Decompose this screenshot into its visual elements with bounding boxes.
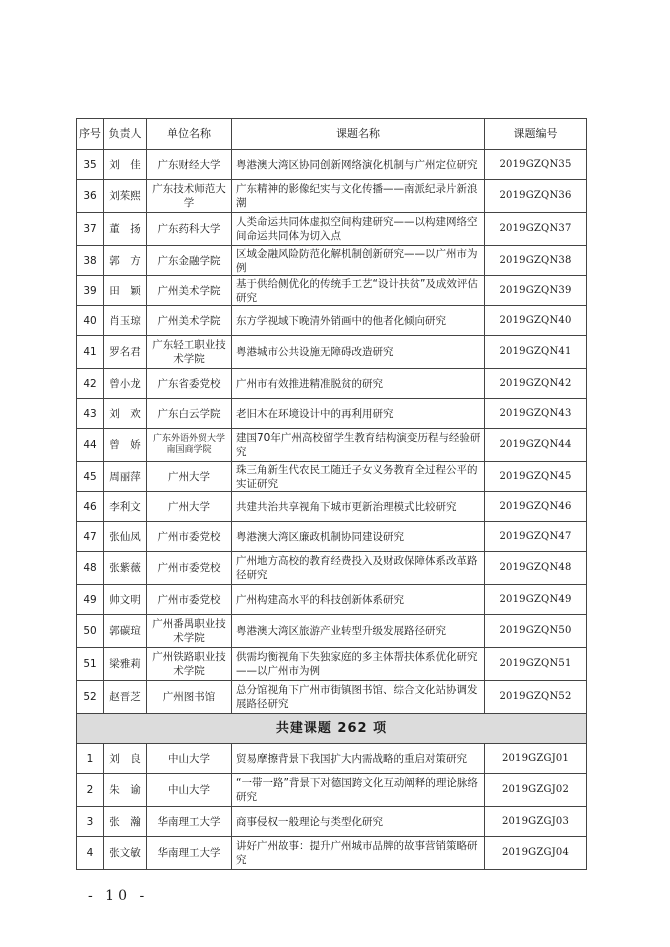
cell-leader: 周丽萍 [104,462,147,492]
cell-unit: 广州大学 [147,462,232,492]
header-leader: 负责人 [104,119,147,150]
cell-no: 1 [77,744,104,774]
joint-projects-body [77,744,587,870]
cell-title: 共建共治共享视角下城市更新治理模式比较研究 [232,492,485,522]
cell-unit: 广东省委党校 [147,369,232,399]
cell-title: 基于供给侧优化的传统手工艺“设计扶贫”及成效评估研究 [232,276,485,306]
cell-leader: 罗名君 [104,336,147,369]
cell-unit: 广州铁路职业技术学院 [147,648,232,681]
cell-unit: 中山大学 [147,744,232,774]
cell-code: 2019GZQN36 [485,180,587,213]
table-row [77,681,587,714]
cell-title: 供需均衡视角下失独家庭的多主体帮扶体系优化研究——以广州市为例 [232,648,485,681]
youth-projects-body [77,150,587,714]
cell-title: 珠三角新生代农民工随迁子女义务教育全过程公平的实证研究 [232,462,485,492]
table-row [77,306,587,336]
header-unit: 单位名称 [147,119,232,150]
table-row [77,552,587,585]
cell-no: 36 [77,180,104,213]
cell-code: 2019GZQN42 [485,369,587,399]
cell-code: 2019GZGJ03 [485,807,587,837]
cell-title: 广州构建高水平的科技创新体系研究 [232,585,485,615]
cell-leader: 刘 佳 [104,150,147,180]
cell-leader: 朱 谕 [104,774,147,807]
cell-unit: 广州市委党校 [147,522,232,552]
cell-code: 2019GZGJ02 [485,774,587,807]
cell-leader: 赵晋芝 [104,681,147,714]
cell-unit: 广东外语外贸大学南国商学院 [147,429,232,462]
cell-code: 2019GZQN52 [485,681,587,714]
table-row [77,648,587,681]
cell-unit: 广东金融学院 [147,246,232,276]
cell-code: 2019GZQN49 [485,585,587,615]
cell-no: 42 [77,369,104,399]
table-row [77,615,587,648]
cell-leader: 田 颖 [104,276,147,306]
header-code: 课题编号 [485,119,587,150]
cell-code: 2019GZQN41 [485,336,587,369]
cell-title: 讲好广州故事：提升广州城市品牌的故事营销策略研究 [232,837,485,870]
cell-leader: 曾 娇 [104,429,147,462]
cell-leader: 张仙凤 [104,522,147,552]
cell-no: 35 [77,150,104,180]
cell-leader: 肖玉琼 [104,306,147,336]
cell-leader: 张紫薇 [104,552,147,585]
cell-no: 51 [77,648,104,681]
cell-no: 2 [77,774,104,807]
cell-leader: 刘 欢 [104,399,147,429]
cell-unit: 广东白云学院 [147,399,232,429]
cell-unit: 华南理工大学 [147,837,232,870]
cell-title: 广州地方高校的教育经费投入及财政保障体系改革路径研究 [232,552,485,585]
table-row [77,150,587,180]
table-row [77,369,587,399]
cell-title: 广东精神的影像纪实与文化传播——南派纪录片新浪潮 [232,180,485,213]
table-row [77,807,587,837]
cell-code: 2019GZGJ01 [485,744,587,774]
section-heading-row [77,714,587,744]
cell-leader: 张 瀚 [104,807,147,837]
table-row [77,213,587,246]
cell-title: 粤港澳大湾区旅游产业转型升级发展路径研究 [232,615,485,648]
cell-title: 粤港澳大湾区廉政机制协同建设研究 [232,522,485,552]
cell-leader: 李利文 [104,492,147,522]
table-row [77,429,587,462]
table-row [77,180,587,213]
cell-no: 49 [77,585,104,615]
cell-no: 40 [77,306,104,336]
cell-code: 2019GZQN48 [485,552,587,585]
cell-no: 48 [77,552,104,585]
cell-no: 43 [77,399,104,429]
cell-no: 45 [77,462,104,492]
table-row [77,522,587,552]
cell-leader: 刘 良 [104,744,147,774]
cell-unit: 广州市委党校 [147,552,232,585]
cell-code: 2019GZQN40 [485,306,587,336]
table-header-row [77,119,587,150]
cell-title: 商事侵权一般理论与类型化研究 [232,807,485,837]
cell-leader: 曾小龙 [104,369,147,399]
cell-unit: 广东药科大学 [147,213,232,246]
cell-title: 建国70年广州高校留学生教育结构演变历程与经验研究 [232,429,485,462]
cell-unit: 广州美术学院 [147,306,232,336]
section-body [77,714,587,744]
cell-no: 38 [77,246,104,276]
cell-unit: 广州大学 [147,492,232,522]
cell-code: 2019GZQN35 [485,150,587,180]
cell-leader: 帅文明 [104,585,147,615]
section-heading: 共建课题 262 项 [77,714,587,744]
cell-code: 2019GZQN38 [485,246,587,276]
cell-code: 2019GZQN43 [485,399,587,429]
cell-code: 2019GZQN51 [485,648,587,681]
cell-code: 2019GZQN39 [485,276,587,306]
table-row [77,492,587,522]
cell-unit: 广东财经大学 [147,150,232,180]
cell-unit: 中山大学 [147,774,232,807]
cell-title: 粤港城市公共设施无障碍改造研究 [232,336,485,369]
header-no: 序号 [77,119,104,150]
cell-code: 2019GZQN50 [485,615,587,648]
table-row [77,744,587,774]
page-number: - 10 - [88,888,149,904]
cell-leader: 董 扬 [104,213,147,246]
cell-no: 39 [77,276,104,306]
table-row [77,246,587,276]
cell-unit: 广州市委党校 [147,585,232,615]
cell-no: 44 [77,429,104,462]
cell-leader: 郭碳瑄 [104,615,147,648]
table-row [77,774,587,807]
cell-unit: 华南理工大学 [147,807,232,837]
cell-leader: 刘茱熙 [104,180,147,213]
project-table [76,118,587,870]
cell-no: 4 [77,837,104,870]
cell-code: 2019GZQN44 [485,429,587,462]
cell-leader: 梁雅莉 [104,648,147,681]
cell-unit: 广东技术师范大学 [147,180,232,213]
cell-unit: 广州图书馆 [147,681,232,714]
cell-no: 41 [77,336,104,369]
cell-title: 广州市有效推进精准脱贫的研究 [232,369,485,399]
cell-no: 46 [77,492,104,522]
cell-title: 人类命运共同体虚拟空间构建研究——以构建网络空间命运共同体为切入点 [232,213,485,246]
cell-code: 2019GZGJ04 [485,837,587,870]
cell-title: 东方学视域下晚清外销画中的他者化倾向研究 [232,306,485,336]
cell-code: 2019GZQN37 [485,213,587,246]
table-row [77,399,587,429]
cell-code: 2019GZQN45 [485,462,587,492]
cell-title: 总分馆视角下广州市街镇图书馆、综合文化站协调发展路径研究 [232,681,485,714]
table-row [77,462,587,492]
cell-title: 粤港澳大湾区协同创新网络演化机制与广州定位研究 [232,150,485,180]
table-row [77,276,587,306]
cell-no: 37 [77,213,104,246]
cell-code: 2019GZQN47 [485,522,587,552]
cell-no: 47 [77,522,104,552]
cell-title: 老旧木在环境设计中的再利用研究 [232,399,485,429]
cell-unit: 广州美术学院 [147,276,232,306]
header-title: 课题名称 [232,119,485,150]
cell-title: 贸易摩擦背景下我国扩大内需战略的重启对策研究 [232,744,485,774]
cell-unit: 广州番禺职业技术学院 [147,615,232,648]
cell-no: 52 [77,681,104,714]
table-row [77,837,587,870]
cell-title: 区域金融风险防范化解机制创新研究——以广州市为例 [232,246,485,276]
cell-no: 3 [77,807,104,837]
table-row [77,585,587,615]
cell-leader: 张文敏 [104,837,147,870]
cell-no: 50 [77,615,104,648]
cell-unit: 广东轻工职业技术学院 [147,336,232,369]
cell-title: “一带一路”背景下对德国跨文化互动阐释的理论脉络研究 [232,774,485,807]
table-row [77,336,587,369]
cell-code: 2019GZQN46 [485,492,587,522]
cell-leader: 郭 方 [104,246,147,276]
